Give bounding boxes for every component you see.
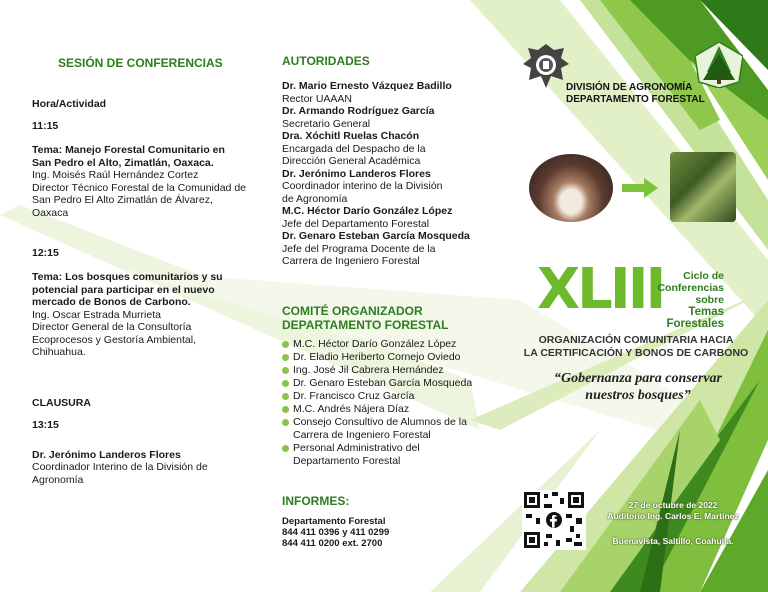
committee-member: Personal Administrativo del Departamento Forestal [282,442,432,468]
event-venue: Auditorio Ing. Carlos E. Martínez [607,511,739,521]
committee-member: Dr. Genaro Esteban García Mosqueda [282,377,507,390]
cycle-line-4: Temas Forestales [666,306,724,330]
session-1-topic: Tema: Manejo Forestal Comunitario en San Pedro el Alto, Zimatlán, Oaxaca. [32,144,225,169]
authority-name: Dr. Armando Rodríguez García [282,105,435,117]
committee-title-line2: DEPARTAMENTO FORESTAL [282,317,449,332]
session-2-topic: Tema: Los bosques comunitarios y su potencial para participar en el nuevo mercado de Bonos de Carbono. [32,271,223,308]
informes-department: Departamento Forestal [282,515,386,527]
authority-name: Dr. Jerónimo Landeros Flores [282,167,431,180]
authority-name: Dra. Xóchitl Ruelas Chacón [282,130,420,142]
hora-label: Hora/Actividad [32,98,107,110]
department-name: DEPARTAMENTO FORESTAL [566,94,705,105]
authority-role: Coordinador interino de la División de Agronomía [282,180,443,205]
committee-list [282,338,507,468]
authority-role: Secretario General [282,117,371,130]
cycle-line-2: Conferencias [657,282,724,294]
event-details [602,500,744,547]
arrow-right-icon [622,178,658,198]
committee-member: Dr. Eladio Heriberto Cornejo Oviedo [282,351,507,364]
authorities-column [282,54,507,549]
committee-member: Ing. José Jil Cabrera Hernández [282,364,507,377]
event-theme [510,334,762,360]
slogan-line-2: nuestros bosques” [585,388,691,403]
cycle-title [628,270,724,330]
informes-phone-2: 844 411 0200 ext. 2700 [282,537,383,549]
committee-title [282,304,507,332]
authorities-title: AUTORIDADES [282,54,370,68]
edition-number: XLIII [537,257,664,322]
committee-member: Consejo Consultivo de Alumnos de la Carrera de Ingeniero Forestal [282,416,477,442]
authority-role: Encargada del Despacho de la Dirección General Académica [282,142,426,167]
qr-code-icon[interactable] [522,490,586,550]
closing-role: Coordinador Interino de la División de Agronomía [32,461,208,486]
event-slogan [515,370,761,404]
informes-title: INFORMES: [282,493,350,508]
informes-block [282,516,507,549]
event-place: Buenavista, Saltillo, Coahuila. [612,536,734,546]
authority-role: Jefe del Programa Docente de la Carrera de Ingeniero Forestal [282,242,436,267]
session-2-time: 12:15 [32,247,59,259]
forest-photo [670,152,736,222]
authority-name: Dr. Genaro Esteban García Mosqueda [282,230,470,242]
cycle-line-3: sobre [695,294,724,306]
program-column [32,56,247,486]
event-date: 27 de octubre de 2022 [628,500,718,510]
theme-line-1: ORGANIZACIÓN COMUNITARIA HACIA [538,334,734,346]
division-heading [566,82,705,106]
division-name: DIVISIÓN DE AGRONOMÍA [566,82,693,93]
cycle-line-1: Ciclo de [683,270,724,282]
closing-time: 13:15 [32,418,59,431]
slogan-line-1: “Gobernanza para conservar [553,371,722,386]
authorities-list [282,80,507,268]
committee-title-line1: COMITÉ ORGANIZADOR [282,303,423,318]
conference-audience-photo [529,154,613,222]
program-title: SESIÓN DE CONFERENCIAS [58,56,223,70]
session-1-time: 11:15 [32,120,59,132]
authority-name: M.C. Héctor Darío González López [282,205,453,217]
committee-member: M.C. Andrés Nájera Díaz [282,403,507,416]
session-2-details: Ing. Oscar Estrada Murrieta Director General de la Consultoría Ecoprocesos y Gestoría Ambiental, Chihuahua. [32,308,196,358]
session-1-details: Ing. Moisés Raúl Hernández Cortez Director Técnico Forestal de la Comunidad de San Pedro El Alto Zimatlán de Álvarez, Oaxaca [32,169,246,219]
closing-label: CLAUSURA [32,396,91,409]
closing-name: Dr. Jerónimo Landeros Flores [32,448,181,461]
theme-line-2: LA CERTIFICACIÓN Y BONOS DE CARBONO [523,347,749,359]
authority-role: Jefe del Departamento Forestal [282,217,430,230]
authority-name: Dr. Mario Ernesto Vázquez Badillo [282,80,452,92]
authority-role: Rector UAAAN [282,92,353,105]
committee-member: Dr. Francisco Cruz García [282,390,507,403]
committee-member: M.C. Héctor Darío González López [282,338,507,351]
informes-phone-1: 844 411 0396 y 411 0299 [282,526,390,538]
